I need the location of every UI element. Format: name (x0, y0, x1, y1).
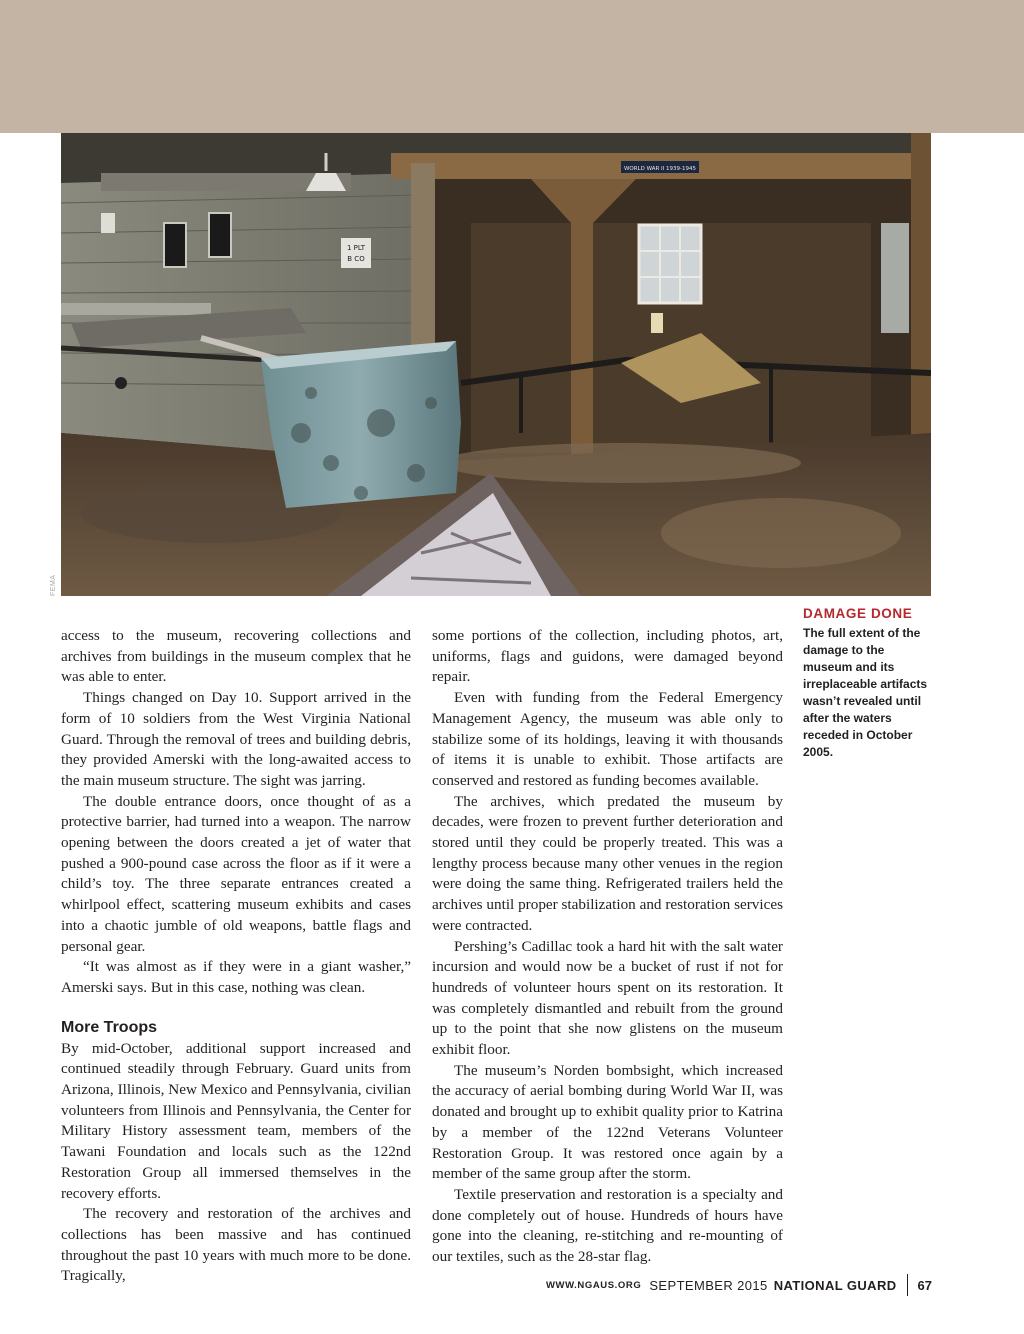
caption-body: The full extent of the damage to the museum and its irreplaceable artifacts wasn’t revealed until after the waters receded in October 2005. (803, 626, 928, 759)
article-column-2 (432, 626, 783, 1268)
footer-url[interactable]: WWW.NGAUS.ORG (545, 1279, 642, 1291)
paragraph: The recovery and restoration of the archives and collections has been massive and has continued throughout the past 10 years with much more to be done. Tragically, (61, 1205, 411, 1285)
paragraph: The archives, which predated the museum by decades, were frozen to prevent further deterioration and stored until they could be properly treated. This was a lengthy process because many other venues in the region were doing the same thing. Refrigerated trailers held the archives until proper stabilization and restoration services were contracted. (432, 792, 783, 934)
article-column-1 (61, 626, 411, 1287)
caption-heading: DAMAGE DONE (803, 606, 913, 621)
sign-line-1: 1 PLT (346, 244, 366, 252)
footer-divider (907, 1274, 908, 1296)
banner-text: WORLD WAR II 1939-1945 (623, 166, 697, 172)
sign-line-2: B CO (347, 255, 365, 263)
paragraph: The museum’s Norden bombsight, which increased the accuracy of aerial bombing during World War II, was donated and brought up to exhibit quality prior to Katrina by a member of the 122nd Veterans Volunteer Restoration Group. It was restored once again by a member of the same group after the storm. (432, 1061, 783, 1183)
photo-caption (803, 605, 933, 761)
page-footer (546, 1274, 932, 1296)
paragraph: Textile preservation and restoration is a specialty and done completely out of house. Hundreds of hours have gone into the cleaning, re-stitching and re-mounting of our textiles, such as the 28-star flag. (432, 1185, 783, 1266)
paragraph: Things changed on Day 10. Support arrived in the form of 10 soldiers from the West Virginia National Guard. Through the removal of trees and building debris, they provided Amerski with the long-awaited access to the main museum structure. The sight was jarring. (61, 689, 411, 789)
subheading-more-troops: More Troops (61, 1018, 158, 1036)
paragraph: access to the museum, recovering collections and archives from buildings in the museum complex that he was able to enter. (61, 627, 411, 686)
top-color-band (0, 0, 1024, 133)
window (639, 225, 701, 303)
page-number: 67 (917, 1277, 932, 1293)
paragraph: By mid-October, additional support increased and continued steadily through February. Guard units from Arizona, Illinois, New Mexico and Pennsylvania, civilian volunteers from Illinois and Pennsylvania, the Center for Military History assessment team, members of the Tawani Foundation and locals such as the 122nd Restoration Group all immersed themselves in the recovery efforts. (61, 1039, 411, 1202)
footer-issue-date: SEPTEMBER 2015 (649, 1277, 768, 1293)
museum-damage-photo (61, 133, 931, 596)
footer-magazine-name: NATIONAL GUARD (773, 1277, 897, 1293)
photo-credit: FEMA (50, 574, 57, 596)
paragraph: Pershing’s Cadillac took a hard hit with the salt water incursion and would now be a bucket of rust if not for hundreds of volunteer hours spent on its restoration. It was completely dismantled and rebuilt from the ground up to the point that she now glistens on the museum exhibit floor. (432, 937, 783, 1059)
paragraph: some portions of the collection, including photos, art, uniforms, flags and guidons, were damaged beyond repair. (432, 627, 783, 686)
paragraph: Even with funding from the Federal Emergency Management Agency, the museum was able only to stabilize some of its holdings, leaving it with thousands of items it is unable to exhibit. Those artifacts are conserved and restored as funding becomes available. (432, 689, 783, 789)
platoon-sign (341, 238, 371, 268)
wooden-post (571, 179, 593, 459)
paragraph: “It was almost as if they were in a giant washer,” Amerski says. But in this case, nothing was clean. (61, 958, 411, 996)
paragraph: The double entrance doors, once thought of as a protective barrier, had turned into a weapon. The narrow opening between the doors created a jet of water that pushed a 900-pound case across the floor as if it were a child’s toy. The three separate entrances created a whirlpool effect, scattering museum exhibits and cases into a chaotic jumble of old weapons, battle flags and personal gear. (61, 792, 411, 955)
